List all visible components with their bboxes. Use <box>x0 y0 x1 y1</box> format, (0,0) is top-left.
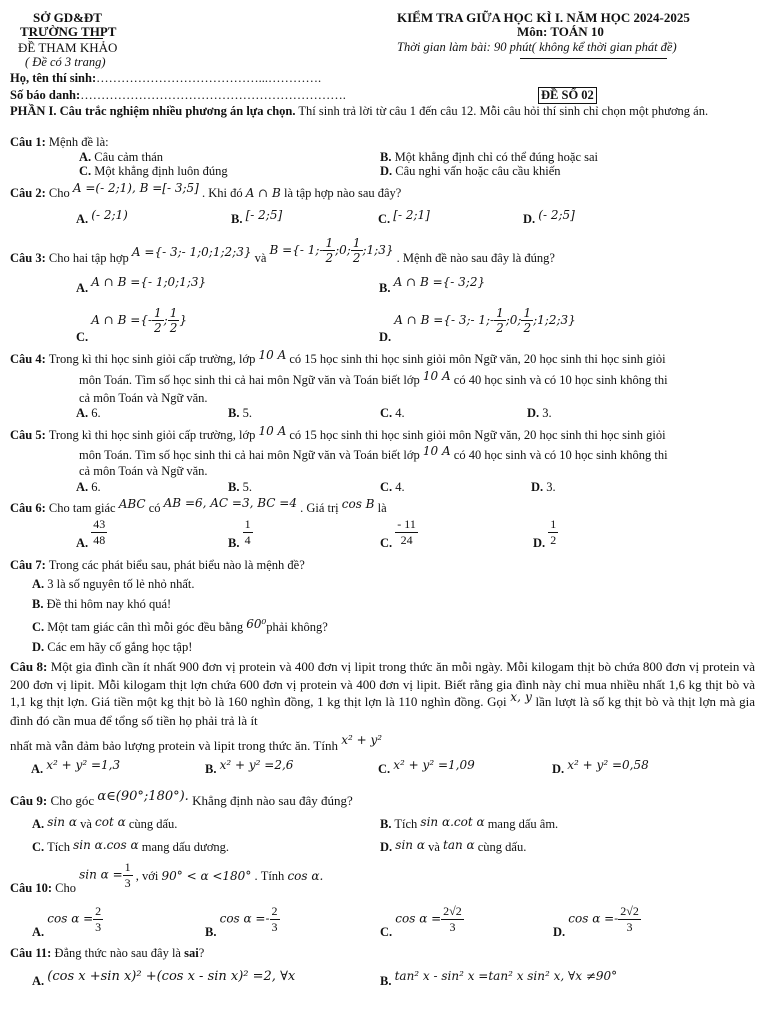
q7-option-b: B. Đề thi hôm nay khó quá! <box>32 597 172 611</box>
q4-option-c: C. 4. <box>380 406 405 420</box>
q4-line2: môn Toán. Tìm số học sinh thi cả hai môn Ngữ văn và Toán biết lớp 10 A có 40 học sinh và có 10 học sinh không thi <box>79 369 668 387</box>
question-8: Câu 8: Một gia đình cần ít nhất 900 đơn vị protein và 400 đơn vị lipit trong thức ăn mỗi ngày. Mỗi kilogam thịt bò chứa 800 đơn vị protein và 200 đơn vị lipit. Mỗi kilogam thịt lợn chứa 600 đơn vị protein và 400 đơn vị lipit. Biết rằng gia đình này chỉ mua nhiều nhất 1,6 kg thịt bò và 1,1 kg thịt lợn. Giá tiền một kg thịt bò là 160 nghìn đồng, 1 kg thịt lợn là 110 nghìn đồng. Gọi x, y lần lượt là số kg thịt bò và thịt lợn mà gia đình đó cần mua để tổng số tiền họ phải trả là ít <box>10 659 756 728</box>
q9-option-d: D. sin α và tan α cùng dấu. <box>380 838 527 854</box>
q4-option-a: A. 6. <box>76 406 101 420</box>
q7-option-d: D. Các em hãy cố gắng học tập! <box>32 640 193 654</box>
question-1: Câu 1: Mệnh đề là: <box>10 135 109 149</box>
q3-option-a: A. A ∩ B ={- 1;0;1;3} <box>76 275 207 295</box>
question-2: Câu 2: Cho A =(- 2;1), B =[- 3;5] . Khi đó A ∩ B là tập hợp nào sau đây? <box>10 181 402 200</box>
q8-option-a: A. x² + y² =1,3 <box>31 758 121 776</box>
question-7: Câu 7: Trong các phát biểu sau, phát biểu nào là mệnh đề? <box>10 558 305 572</box>
q9-option-c: C. Tích sin α.cos α mang dấu dương. <box>32 838 230 854</box>
exam-subject: Môn: TOÁN 10 <box>517 24 604 39</box>
q5-option-c: C. 4. <box>380 480 405 494</box>
page-count: ( Đề có 3 trang) <box>25 55 106 69</box>
q3-option-b: B. A ∩ B ={- 3;2} <box>379 275 486 295</box>
q11-option-a: A. (cos x +sin x)² +(cos x - sin x)² =2, ∀x <box>32 969 296 988</box>
reference-label: ĐỀ THAM KHẢO <box>18 40 118 55</box>
q7-option-c: C. Một tam giác cân thì mỗi góc đều bằng 60⁰phải không? <box>32 617 328 634</box>
q6-option-a: A. $\frac{43}{48}$ <box>76 517 106 551</box>
q2-option-a: A. (- 2;1) <box>76 208 128 226</box>
question-9: Câu 9: Cho góc α∈(90°;180°). Khẳng định nào sau đây đúng? <box>10 789 353 808</box>
q5-option-a: A. 6. <box>76 480 101 494</box>
exam-title: KIỂM TRA GIỮA HỌC KÌ I. NĂM HỌC 2024-2025 <box>397 10 690 25</box>
candidate-id-field: Số báo danh:………………………………………………………. <box>10 88 346 102</box>
q3-option-d: D. A ∩ B ={- 3;- 1;- $\frac{1}{2}$ ;0; $\frac{1}{2}$ ;1;2;3} <box>379 306 576 344</box>
q8-last-line: nhất mà vẫn đảm bảo lượng protein và lipit trong thức ăn. Tính x² + y² <box>10 733 383 753</box>
q1-option-a: A. Câu cảm thán <box>79 150 164 164</box>
q10-option-c: C. cos α = $\frac{2√2}{3}$ <box>380 904 462 940</box>
q4-option-b: B. 5. <box>228 406 252 420</box>
question-11: Câu 11: Đẳng thức nào sau đây là sai? <box>10 946 205 960</box>
q5-option-d: D. 3. <box>531 480 556 494</box>
q9-option-b: B. Tích sin α.cot α mang dấu âm. <box>380 815 559 831</box>
q2-option-c: C. [- 2;1] <box>378 208 430 226</box>
q4-option-d: D. 3. <box>527 406 552 420</box>
department: SỞ GD&ĐT <box>33 10 102 25</box>
q5-line3: cả môn Toán và Ngữ văn. <box>79 464 208 478</box>
exam-time: Thời gian làm bài: 90 phút( không kể thời gian phát đề) <box>397 40 677 54</box>
candidate-name-field: Họ, tên thí sinh:…………………………………...…………. <box>10 71 322 85</box>
exam-code: ĐỀ SỐ 02 <box>538 87 597 104</box>
q2-option-b: B. [- 2;5] <box>231 208 283 226</box>
q3-option-c: C. A ∩ B ={- $\frac{1}{2}$ ; $\frac{1}{2}$ } <box>76 306 187 344</box>
q6-option-c: C. $\frac{- 11}{24}$ <box>380 517 416 551</box>
q1-option-b: B. Một khẳng định chỉ có thể đúng hoặc sai <box>380 150 599 164</box>
q8-option-c: C. x² + y² =1,09 <box>378 758 475 776</box>
q5-line2: môn Toán. Tìm số học sinh thi cả hai môn Ngữ văn và Toán biết lớp 10 A có 40 học sinh và có 10 học sinh không thi <box>79 444 668 462</box>
part1-heading: PHẦN I. Câu trắc nghiệm nhiều phương án lựa chọn. Thí sinh trả lời từ câu 1 đến câu 12. Mỗi câu hỏi thí sinh chỉ chọn một phương án. <box>10 104 709 118</box>
school-name: TRƯỜNG THPT <box>20 24 117 39</box>
q6-option-d: D. $\frac{1}{2}$ <box>533 517 557 551</box>
time-underline <box>520 58 667 59</box>
q5-option-b: B. 5. <box>228 480 252 494</box>
q1-option-c: C. Một khẳng định luôn đúng <box>79 164 228 178</box>
q10-option-d: D. cos α =- $\frac{2√2}{3}$ <box>553 904 639 940</box>
q10-option-b: B. cos α =- $\frac{2}{3}$ <box>205 904 278 940</box>
q9-option-a: A. sin α và cot α cùng dấu. <box>32 815 178 831</box>
q2-option-d: D. (- 2;5] <box>523 208 575 226</box>
question-10: Câu 10: Cho sin α = $\frac{1}{3}$ , với 90° < α <180° . Tính cos α. <box>10 860 324 896</box>
q8-option-d: D. x² + y² =0,58 <box>552 758 649 776</box>
q11-option-b: B. tan² x - sin² x =tan² x sin² x, ∀x ≠90° <box>380 969 618 988</box>
q4-line3: cả môn Toán và Ngữ văn. <box>79 391 208 405</box>
q10-option-a: A. cos α = $\frac{2}{3}$ <box>32 904 102 940</box>
question-4: Câu 4: Trong kì thi học sinh giỏi cấp trường, lớp 10 A có 15 học sinh thi học sinh giỏi môn Ngữ văn, 20 học sinh thi học sinh giỏi <box>10 348 666 366</box>
school-underline <box>28 38 103 39</box>
question-3: Câu 3: Cho hai tập hợp A ={- 3;- 1;0;1;2;3} và B ={- 1;- $\frac{1}{2}$ ;0; $\frac{1}{2}$ ;1;3} . Mệnh đề nào sau đây là đúng? <box>10 236 555 265</box>
question-6: Câu 6: Cho tam giác ABC có AB =6, AC =3, BC =4 . Giá trị cos B là <box>10 496 387 515</box>
q7-option-a: A. 3 là số nguyên tố lẻ nhỏ nhất. <box>32 577 195 591</box>
q8-option-b: B. x² + y² =2,6 <box>205 758 294 776</box>
q1-option-d: D. Câu nghi vấn hoặc câu cầu khiến <box>380 164 561 178</box>
question-5: Câu 5: Trong kì thi học sinh giỏi cấp trường, lớp 10 A có 15 học sinh thi học sinh giỏi môn Ngữ văn, 20 học sinh thi học sinh giỏi <box>10 424 666 442</box>
q6-option-b: B. $\frac{1}{4}$ <box>228 517 251 551</box>
